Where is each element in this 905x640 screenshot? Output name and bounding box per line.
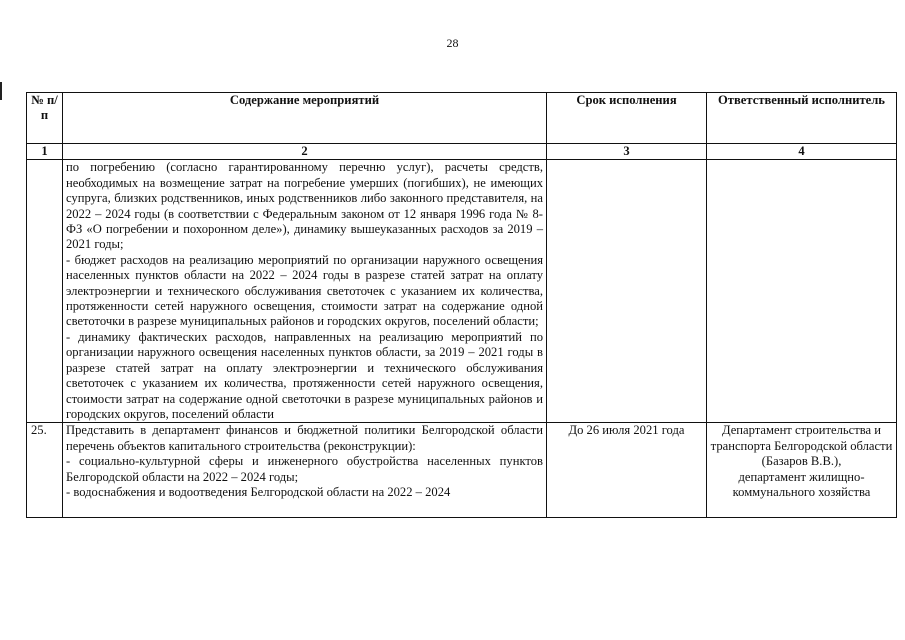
responsible-line: Департамент строительства и транспорта Белгородской области (Базаров В.В.), <box>710 423 893 469</box>
header-deadline: Срок исполнения <box>547 93 707 144</box>
row-responsible <box>707 160 897 423</box>
column-number: 3 <box>547 144 707 160</box>
row-deadline <box>547 160 707 423</box>
row-number: 25. <box>27 423 63 518</box>
responsible-line: департамент жилищно-коммунального хозяйства <box>732 469 871 499</box>
column-number: 4 <box>707 144 897 160</box>
header-responsible: Ответственный исполнитель <box>707 93 897 144</box>
row-content <box>63 160 547 423</box>
content-paragraph: по погребению (согласно гарантированному перечню услуг), расчеты средств, необходимых на возмещение затрат на погребение умерших (погибших), не имеющих супруга, близких родственников, иных родственников либо законного представителя, на 2022 – 2024 годы (в соответствии с Федеральным законом от 12 января 1996 года № 8-ФЗ «О погребении и похоронном деле»), динамику вышеуказанных расходов за 2019 – 2021 годы; <box>66 160 543 252</box>
content-paragraph: - бюджет расходов на реализацию мероприятий по организации наружного освещения населенных пунктов области на 2022 – 2024 годы в разрезе статей затрат на оплату электроэнергии и технического обслуживания светоточек с указанием их количества, протяженности сетей наружного освещения, стоимости затрат на содержание одной светоточки в разрезе муниципальных районов и городских округов, поселений области; <box>66 252 543 329</box>
column-number-row <box>27 144 897 160</box>
header-num: № п/п <box>27 93 63 144</box>
table-row <box>27 160 897 423</box>
content-paragraph: - динамику фактических расходов, направленных на реализацию мероприятий по организации наружного освещения населенных пунктов области, за 2019 – 2021 годы в разрезе статей затрат на оплату электроэнергии и технического обслуживания светоточек с указанием их количества, протяженности сетей наружного освещения, стоимости затрат на содержание одной светоточки в разрезе муниципальных районов и городских округов, поселений области <box>66 329 543 421</box>
table-row <box>27 423 897 518</box>
content-paragraph: Представить в департамент финансов и бюджетной политики Белгородской области перечень объектов капитального строительства (реконструкции): <box>66 423 543 453</box>
content-paragraph: - социально-культурной сферы и инженерного обустройства населенных пунктов Белгородской области на 2022 – 2024 годы; <box>66 454 543 484</box>
measures-table <box>26 92 897 518</box>
row-number <box>27 160 63 423</box>
page-number: 28 <box>446 36 459 50</box>
row-deadline: До 26 июля 2021 года <box>547 423 707 518</box>
header-content: Содержание мероприятий <box>63 93 547 144</box>
column-number: 2 <box>63 144 547 160</box>
row-content <box>63 423 547 518</box>
row-responsible <box>707 423 897 518</box>
column-number: 1 <box>27 144 63 160</box>
content-paragraph: - водоснабжения и водоотведения Белгородской области на 2022 – 2024 <box>66 484 451 499</box>
table-header-row <box>27 93 897 144</box>
page-edge-mark <box>0 82 2 100</box>
